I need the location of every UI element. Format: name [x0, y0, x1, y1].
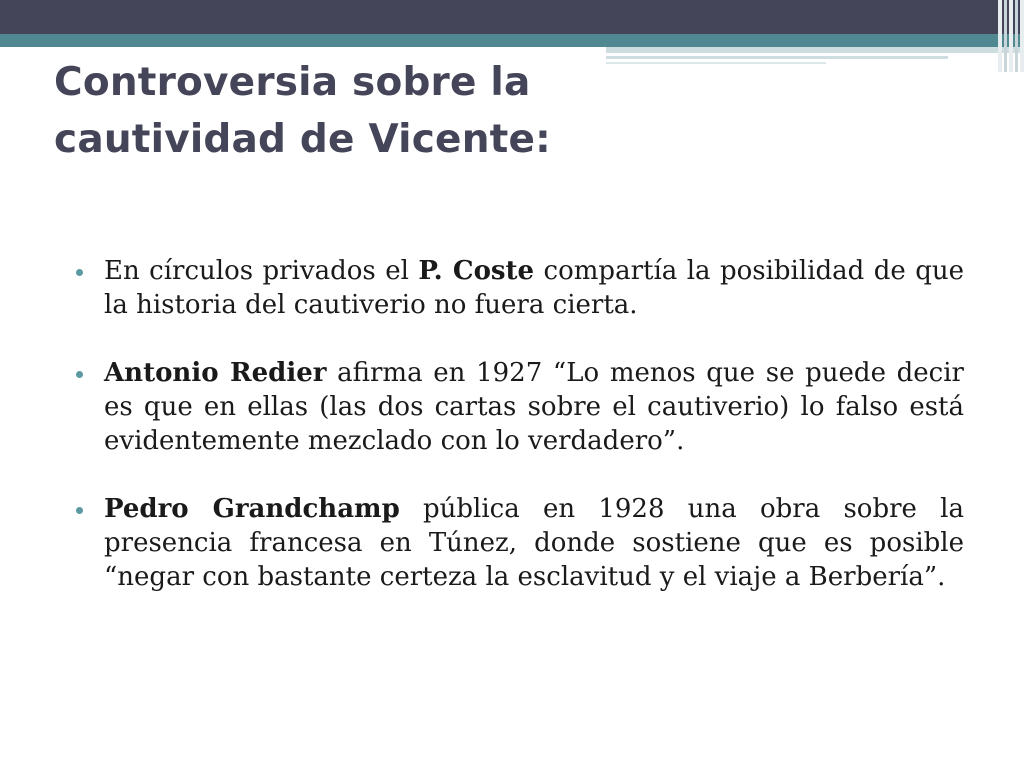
header-band-thin [606, 56, 948, 59]
bullet-item [74, 254, 964, 322]
bullet-dot-icon [76, 269, 83, 276]
header-band-dark [0, 0, 1024, 34]
bullet-dot-icon [76, 507, 83, 514]
bullet-dot-icon [76, 371, 83, 378]
bullet-item [74, 492, 964, 594]
bullet-text-post: compartía la posibilidad de que la historia del cautiverio no fuera cierta. [104, 256, 964, 320]
bullet-text-bold: Pedro Grandchamp [104, 494, 400, 524]
bullet-text-post: pública en 1928 una obra sobre la presencia francesa en Túnez, donde sostiene que es posible “negar con bastante certeza la esclavitud y el viaje a Berbería”. [104, 494, 964, 592]
slide-content [74, 254, 964, 594]
bullet-text-bold: P. Coste [418, 256, 535, 286]
slide-title: Controversia sobre la cautividad de Vicente: [54, 60, 551, 162]
bullet-text-pre: En círculos privados el [104, 256, 419, 286]
header-band-light [606, 47, 1024, 53]
header-band-teal [0, 34, 1024, 47]
corner-decoration [996, 0, 1024, 72]
header-band-thin-secondary [606, 62, 826, 64]
bullet-list [74, 254, 964, 594]
bullet-item [74, 356, 964, 458]
bullet-text-bold: Antonio Redier [104, 358, 327, 388]
bullet-text-post: afirma en 1927 “Lo menos que se puede decir es que en ellas (las dos cartas sobre el cautiverio) lo falso está evidentemente mezclado con lo verdadero”. [104, 358, 964, 456]
